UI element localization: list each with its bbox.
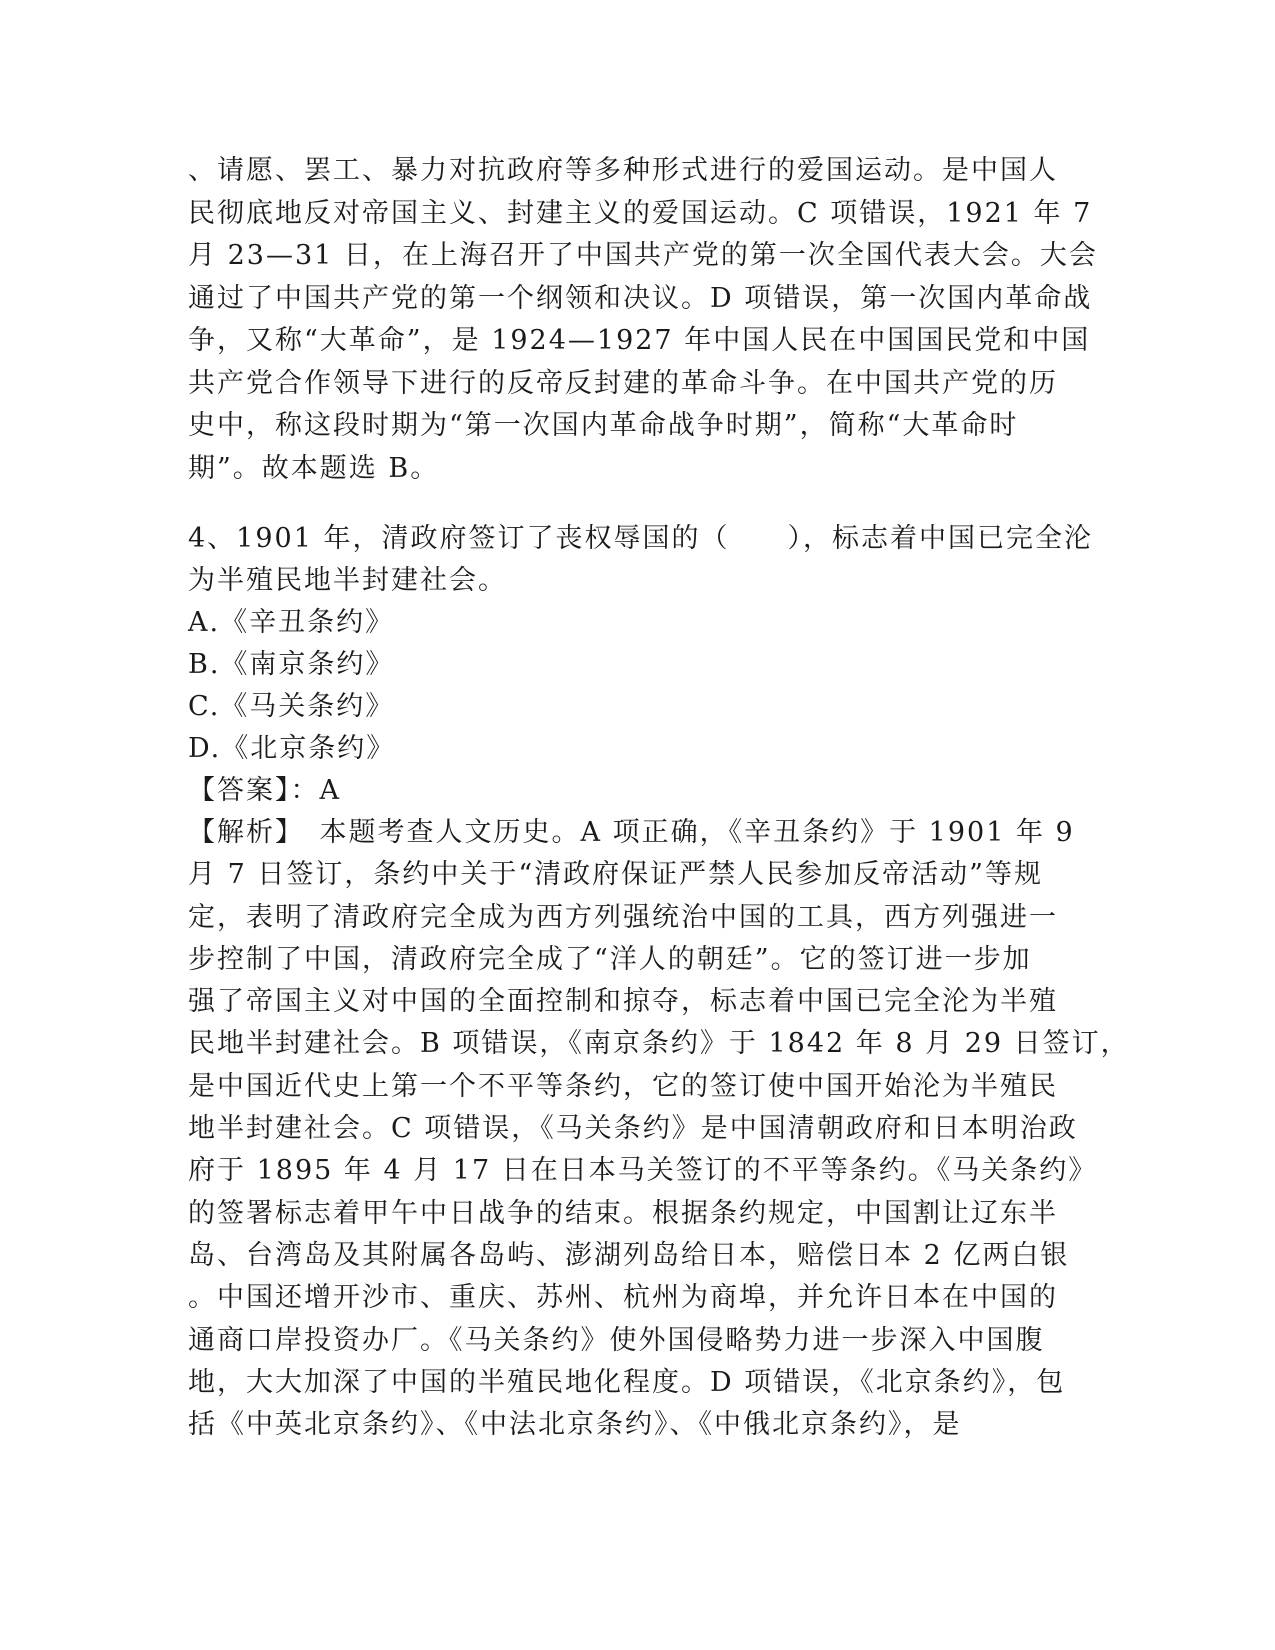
analysis-line: 通商口岸投资办厂。《马关条约》使外国侵略势力进一步深入中国腹 (188, 1324, 1045, 1356)
question-stem-line: 4、1901 年，清政府签订了丧权辱国的（ ），标志着中国已完全沦 (188, 523, 1093, 554)
analysis-line: 地，大大加深了中国的半殖民地化程度。D 项错误，《北京条约》，包 (188, 1366, 1066, 1398)
question-stem-line: 为半殖民地半封建社会。 (188, 565, 507, 596)
option-a: A.《辛丑条约》 (188, 607, 395, 638)
analysis-line: 是中国近代史上第一个不平等条约，它的签订使中国开始沦为半殖民 (188, 1070, 1058, 1102)
analysis-line: 的签署标志着甲午中日战争的结束。根据条约规定，中国割让辽东半 (188, 1197, 1058, 1229)
analysis-line: 【解析】 本题考查人文历史。A 项正确，《辛丑条约》于 1901 年 9 (188, 817, 1075, 848)
text-line: 、请愿、罢工、暴力对抗政府等多种形式进行的爱国运动。是中国人 (188, 155, 1058, 186)
answer-options (188, 602, 1088, 770)
analysis-block (188, 812, 1130, 1446)
analysis-line: 民地半封建社会。B 项错误，《南京条约》于 1842 年 8 月 29 日签订， (188, 1028, 1130, 1060)
document-page (188, 150, 1130, 1446)
analysis-line: 。中国还增开沙市、重庆、苏州、杭州为商埠，并允许日本在中国的 (188, 1282, 1058, 1314)
text-line: 争，又称“大革命”，是 1924—1927 年中国人民在中国国民党和中国 (188, 325, 1091, 356)
text-line: 期”。故本题选 B。 (188, 452, 440, 484)
option-b: B.《南京条约》 (188, 649, 395, 680)
analysis-line: 括《中英北京条约》、《中法北京条约》、《中俄北京条约》，是 (188, 1409, 962, 1441)
analysis-line: 定，表明了清政府完全成为西方列强统治中国的工具，西方列强进一 (188, 901, 1058, 933)
paragraph-spacer (188, 490, 1088, 518)
question-4 (188, 518, 1093, 602)
analysis-line: 步控制了中国，清政府完全成了“洋人的朝廷”。它的签订进一步加 (188, 943, 1032, 975)
analysis-line: 府于 1895 年 4 月 17 日在日本马关签订的不平等条约。《马关条约》 (188, 1155, 1098, 1187)
answer-label: 【答案】：A (188, 775, 341, 806)
text-line: 月 23—31 日，在上海召开了中国共产党的第一次全国代表大会。大会 (188, 240, 1098, 271)
analysis-line: 月 7 日签订，条约中关于“清政府保证严禁人民参加反帝活动”等规 (188, 859, 1043, 891)
option-c: C.《马关条约》 (188, 691, 395, 722)
text-line: 通过了中国共产党的第一个纲领和决议。D 项错误，第一次国内革命战 (188, 282, 1093, 314)
text-line: 民彻底地反对帝国主义、封建主义的爱国运动。C 项错误，1921 年 7 (188, 197, 1093, 229)
analysis-line: 强了帝国主义对中国的全面控制和掠夺，标志着中国已完全沦为半殖 (188, 986, 1058, 1018)
option-d: D.《北京条约》 (188, 733, 396, 764)
analysis-line: 岛、台湾岛及其附属各岛屿、澎湖列岛给日本，赔偿日本 2 亿两白银 (188, 1239, 1070, 1271)
text-line: 共产党合作领导下进行的反帝反封建的革命斗争。在中国共产党的历 (188, 367, 1058, 399)
text-line: 史中，称这段时期为“第一次国内革命战争时期”，简称“大革命时 (188, 410, 1019, 441)
previous-explanation (188, 150, 1098, 490)
analysis-line: 地半封建社会。C 项错误，《马关条约》是中国清朝政府和日本明治政 (188, 1113, 1078, 1145)
answer-block (188, 770, 1088, 812)
